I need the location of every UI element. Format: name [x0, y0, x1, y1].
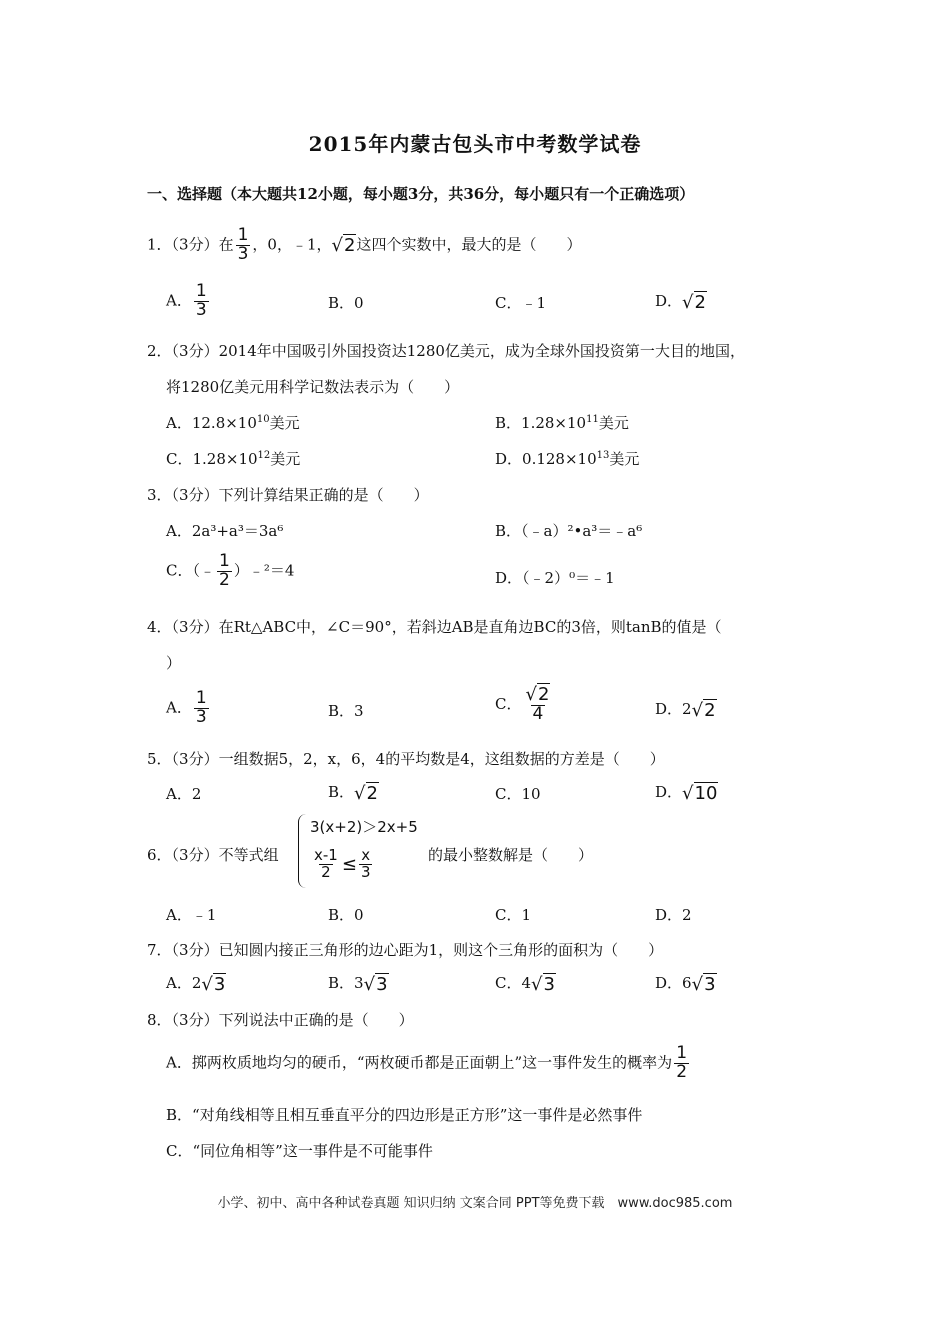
q4-option-a [166, 690, 211, 727]
exponent: 11 [586, 414, 599, 425]
radicand: 2 [537, 684, 550, 705]
q2-option-b [495, 412, 629, 433]
question-4-line-2: ） [166, 654, 182, 672]
sqrt: √2 [525, 684, 550, 705]
option-label: C．4 [495, 974, 532, 992]
unit: 美元 [270, 450, 301, 468]
denominator: 3 [195, 299, 207, 320]
inequality-1: 3(x+2)＞2x+5 [310, 818, 418, 836]
inequality-2 [310, 848, 374, 881]
q5-option-d [655, 781, 718, 804]
sqrt: √2 [682, 291, 706, 313]
q5-option-c: C．10 [495, 785, 541, 803]
radicand: 3 [704, 973, 716, 995]
q8-option-b: B．“对角线相等且相互垂直平分的四边形是正方形”这一事件是必然事件 [166, 1106, 643, 1124]
q6-option-d: D．2 [655, 906, 692, 924]
sqrt: √3 [201, 973, 226, 995]
option-text: C．（﹣ [166, 561, 215, 580]
numerator: 1 [195, 688, 207, 708]
option-label: A．2 [166, 974, 202, 992]
q4-option-c [495, 686, 554, 724]
denominator: 3 [195, 706, 207, 727]
q7-option-b [328, 972, 389, 995]
q1-option-a [166, 283, 211, 320]
q4-option-b: B．3 [328, 702, 364, 720]
numerator [523, 686, 552, 705]
q7-option-d [655, 972, 717, 995]
exponent: 10 [256, 414, 270, 425]
fraction [359, 848, 373, 881]
numerator: x-1 [314, 846, 338, 864]
option-text: A．12.8×10 [166, 414, 257, 432]
unit: 美元 [598, 414, 629, 432]
question-6-tail: 的最小整数解是（ ） [428, 846, 594, 864]
numerator: 1 [195, 281, 207, 301]
unit: 美元 [609, 450, 640, 468]
q6-option-c: C．1 [495, 906, 532, 924]
radicand: 3 [213, 973, 226, 995]
question-8: 8．（3分）下列说法中正确的是（ ） [147, 1011, 414, 1029]
numerator: 1 [676, 1043, 688, 1063]
denominator: 2 [676, 1061, 688, 1082]
fraction [236, 227, 251, 264]
denominator: 2 [321, 862, 331, 881]
sqrt: √3 [531, 973, 555, 995]
fraction [217, 553, 232, 590]
sqrt: √3 [363, 973, 388, 995]
sqrt: √3 [691, 973, 716, 995]
exponent: 13 [596, 450, 610, 461]
fraction [523, 686, 552, 724]
option-text: ）﹣²＝4 [233, 561, 295, 580]
option-label: D． [655, 292, 683, 310]
page-title: 2015年内蒙古包头市中考数学试卷 [308, 132, 642, 156]
denominator: 3 [360, 862, 371, 881]
question-6-stem: 6．（3分）不等式组 [147, 846, 279, 864]
q4-option-d [655, 698, 717, 721]
sqrt: √2 [331, 234, 356, 256]
question-5: 5．（3分）一组数据5，2，x，6，4的平均数是4，这组数据的方差是（ ） [147, 750, 665, 768]
option-text: B．1.28×10 [495, 414, 587, 432]
numerator: 1 [218, 551, 230, 571]
unit: 美元 [269, 414, 300, 432]
q7-option-a [166, 972, 226, 995]
q1-option-c: C．﹣1 [495, 294, 547, 312]
q1-option-b: B．0 [328, 294, 364, 312]
q1-tail: 这四个实数中，最大的是（ ） [356, 235, 582, 254]
option-label: D．2 [655, 700, 692, 718]
radicand: 3 [376, 973, 388, 995]
q3-option-a: A．2a³+a³＝3a⁶ [166, 522, 284, 540]
fraction [312, 848, 340, 881]
fraction [194, 690, 209, 727]
radicand: 2 [694, 291, 706, 313]
inequality-system [298, 812, 418, 890]
q6-option-b: B．0 [328, 906, 364, 924]
leq-sign: ≤ [341, 853, 357, 875]
q2-option-d [495, 448, 639, 469]
numerator: 1 [237, 225, 249, 245]
question-3: 3．（3分）下列计算结果正确的是（ ） [147, 486, 429, 504]
q5-option-b [328, 781, 379, 804]
q3-option-b: B．（﹣a）²•a³＝﹣a⁶ [495, 522, 643, 540]
radicand: 3 [543, 973, 555, 995]
q1-mid: ，0，﹣1， [252, 235, 332, 254]
q5-option-a: A．2 [166, 785, 202, 803]
sqrt: √2 [691, 699, 716, 721]
option-text: A．掷两枚质地均匀的硬币，“两枚硬币都是正面朝上”这一事件发生的概率为 [166, 1053, 673, 1072]
radicand: 2 [344, 234, 356, 256]
denominator: 2 [218, 569, 230, 590]
radicand: 10 [694, 782, 718, 804]
q3-option-d: D．（﹣2）⁰＝﹣1 [495, 569, 615, 587]
q1-option-d [655, 290, 707, 313]
question-7: 7．（3分）已知圆内接正三角形的边心距为1，则这个三角形的面积为（ ） [147, 941, 664, 959]
fraction [674, 1045, 689, 1082]
q8-option-c: C．“同位角相等”这一事件是不可能事件 [166, 1142, 433, 1160]
option-label: B． [328, 783, 355, 801]
q2-option-c [166, 448, 300, 469]
exponent: 12 [257, 450, 271, 461]
footer-text: 小学、初中、高中各种试卷真题 知识归纳 文案合同 PPT等免费下载 www.doc985.com [217, 1196, 733, 1211]
numerator: x [361, 846, 371, 864]
q6-option-a: A．﹣1 [166, 906, 217, 924]
sqrt: √2 [354, 782, 378, 804]
option-label: D． [655, 783, 683, 801]
q1-number: 1．（3分）在 [147, 235, 234, 254]
q7-option-c [495, 972, 556, 995]
option-label: A． [166, 698, 192, 717]
option-text: C．1.28×10 [166, 450, 258, 468]
question-2-line-2: 将1280亿美元用科学记数法表示为（ ） [166, 378, 460, 396]
question-1 [147, 227, 581, 264]
radicand: 2 [366, 782, 378, 804]
q2-option-a [166, 412, 300, 433]
denominator: 4 [532, 704, 544, 725]
question-2-line-1: 2．（3分）2014年中国吸引外国投资达1280亿美元，成为全球外国投资第一大目的地国， [147, 342, 745, 360]
brace-icon [298, 814, 309, 888]
sqrt: √10 [682, 782, 718, 804]
question-4-line-1: 4．（3分）在Rt△ABC中，∠C＝90°，若斜边AB是直角边BC的3倍，则tanB的值是（ [147, 618, 722, 636]
denominator: 3 [237, 243, 249, 264]
option-label: A． [166, 291, 192, 310]
option-text: D．0.128×10 [495, 450, 597, 468]
section-heading: 一、选择题（本大题共12小题，每小题3分，共36分，每小题只有一个正确选项） [147, 185, 695, 203]
option-label: C． [495, 695, 522, 714]
q3-option-c [166, 553, 294, 590]
option-label: D．6 [655, 974, 692, 992]
q8-option-a [166, 1045, 691, 1082]
option-label: B．3 [328, 974, 364, 992]
radicand: 2 [704, 699, 716, 721]
fraction [194, 283, 209, 320]
